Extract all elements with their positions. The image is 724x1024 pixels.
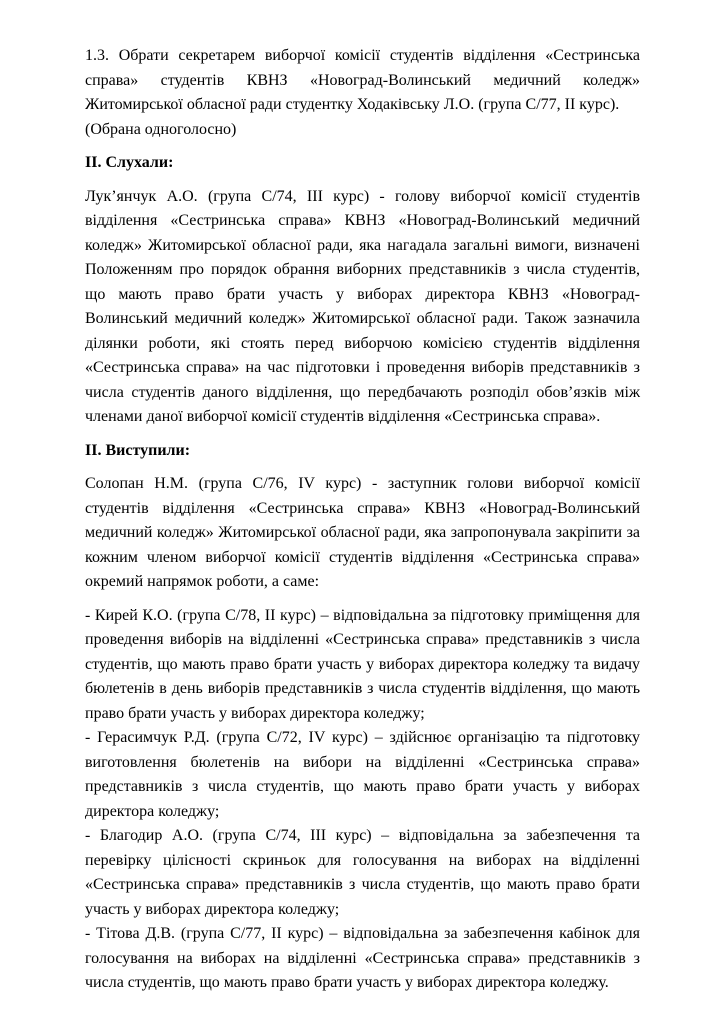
paragraph-lukianchuk: Лук’янчук А.О. (група С/74, III курс) - голову виборчої комісії студентів відділення «Сестринська справа» КВНЗ «Новоград-Волинський медичний коледж» Житомирської обласної ради, яка нагадала загальні вимоги, визначені Положенням про порядок обрання виборних представників з числа студентів, що мають право брати участь у виборах директора КВНЗ «Новоград-Волинський медичний коледж» Житомирської обласної ради. Також зазначила ділянки роботи, які стоять перед виборчою комісією студентів відділення «Сестринська справа» на час підготовки і проведення виборів представників з числа студентів даного відділення, що передбачають розподіл обов’язків між членами даної виборчої комісії студентів відділення «Сестринська справа». bbox=[85, 187, 640, 425]
section-heading-sluhaly: II. Слухали: bbox=[85, 154, 174, 171]
section-heading-vystupyly: II. Виступили: bbox=[85, 441, 191, 459]
paragraph-solopan: Солопан Н.М. (група С/76, IV курс) - заступник голови виборчої комісії студентів відділення «Сестринська справа» КВНЗ «Новоград-Волинський медичний коледж» Житомирської обласної ради, яка запропонувала закріпити за кожним членом виборчої комісії студентів відділення «Сестринська справа» окремий напрямок роботи, а саме: bbox=[85, 475, 640, 590]
paragraph-resolution-1-3: 1.3. Обрати секретарем виборчої комісії студентів відділення «Сестринська справа» студентів КВНЗ «Новоград-Волинський медичний коледж» Житомирської обласної ради студентку Ходаківську Л.О. (група С/77, II курс). bbox=[85, 47, 640, 113]
list-item-blahodyr: - Благодир А.О. (група С/74, III курс) – відповідальна за забезпечення та перевірку цілісності скриньок для голосування на виборах на відділенні «Сестринська справа» представників з числа студентів, що мають право брати участь у виборах директора коледжу; bbox=[85, 827, 640, 918]
list-item-titova: - Тітова Д.В. (група С/77, II курс) – відповідальна за забезпечення кабінок для голосування на виборах на відділенні «Сестринська справа» представників з числа студентів, що мають право брати участь у виборах директора коледжу. bbox=[85, 925, 640, 991]
assignments-list bbox=[85, 604, 640, 996]
list-item-kyrei: - Кирей К.О. (група С/78, II курс) – відповідальна за підготовку приміщення для проведення виборів на відділенні «Сестринська справа» представників з числа студентів, що мають право брати участь у виборах директора коледжу та видачу бюлетенів в день виборів представників з числа студентів відділення, що мають право брати участь у виборах директора коледжу; bbox=[85, 606, 640, 722]
list-item-herasymchuk: - Герасимчук Р.Д. (група С/72, IV курс) – здійснює організацію та підготовку виготовлення бюлетенів на вибори на відділенні «Сестринська справа» представників з числа студентів, що мають право брати участь у виборах директора коледжу; bbox=[85, 729, 640, 820]
unanimous-note: (Обрана одноголосно) bbox=[85, 120, 237, 138]
